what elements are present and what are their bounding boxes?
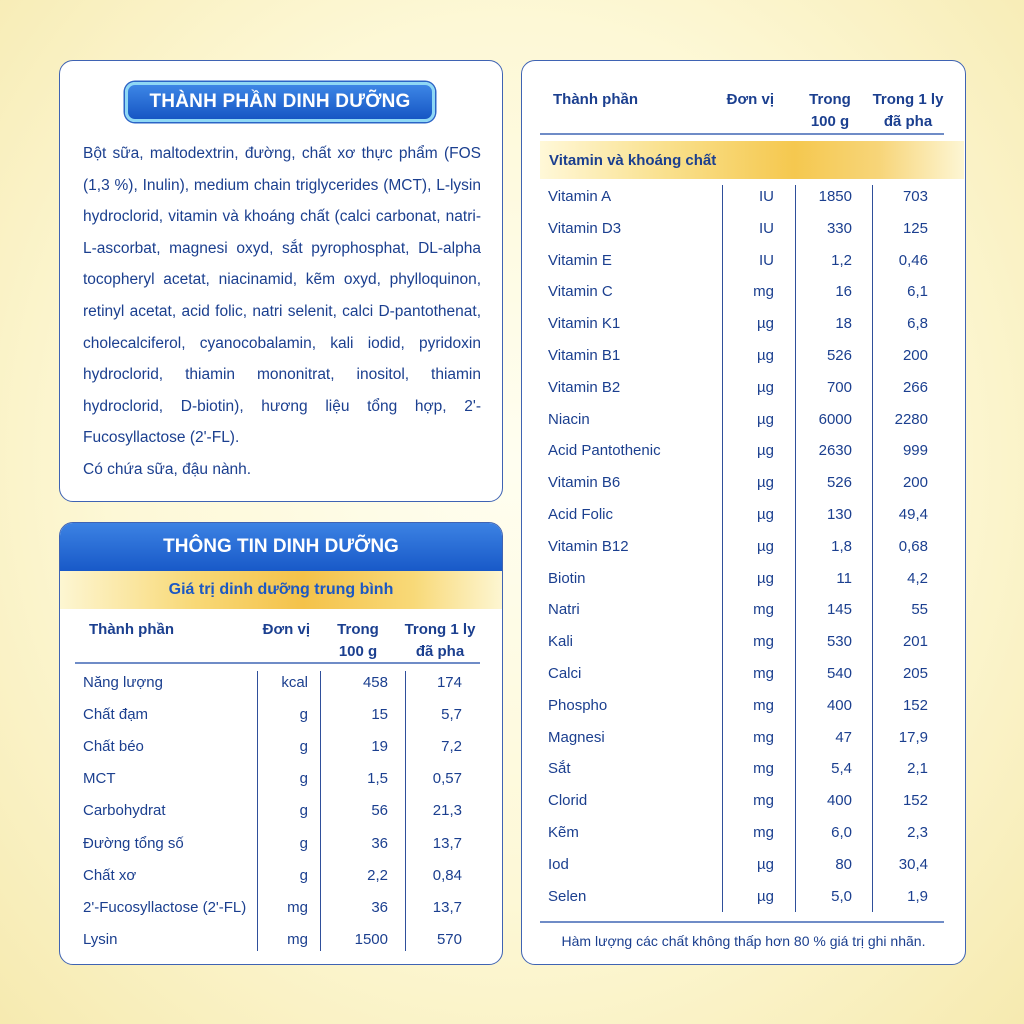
row-per100: 145 [826,601,852,619]
row-percup: 17,9 [898,728,928,746]
row-percup: 0,84 [432,866,462,884]
row-per100: 6000 [818,410,852,428]
row-percup: 13,7 [432,898,462,916]
row-per100: 80 [835,855,852,873]
row-percup: 266 [902,378,928,396]
row-per100: 16 [835,283,852,301]
col-header-name: Thành phần [89,621,174,638]
row-unit: µg [757,569,774,587]
row-per100: 6,0 [831,824,852,841]
row-per100: 36 [371,898,388,916]
row-unit: g [299,866,308,884]
row-unit: kcal [281,674,308,691]
nutrition-subtitle: Giá trị dinh dưỡng trung bình [60,571,502,609]
row-unit: mg [753,283,774,301]
nutrition-title: THÔNG TIN DINH DƯỠNG [60,523,502,571]
row-per100: 540 [826,665,852,682]
row-name: Biotin [548,569,586,587]
row-percup: 30,4 [898,855,928,873]
row-per100: 5,4 [831,760,852,778]
row-name: Vitamin K1 [548,315,621,333]
row-unit: mg [753,696,774,714]
row-percup: 5,7 [441,706,462,724]
nutrition-panel [59,522,503,965]
row-per100: 700 [826,378,852,396]
row-unit: mg [753,633,774,651]
row-name: Sắt [548,760,571,778]
row-name: Đường tổng số [83,834,184,852]
vitamins-header-divider [540,133,944,135]
row-name: Vitamin A [548,188,612,205]
row-unit: µg [757,474,774,492]
row-percup: 152 [902,696,928,714]
col-header-unit: Đơn vị [262,621,310,638]
row-name: Vitamin B1 [548,347,621,364]
row-unit: µg [757,506,774,523]
vitamins-section-title: Vitamin và khoáng chất [540,141,964,179]
row-unit: µg [757,347,774,364]
row-per100: 18 [835,315,852,333]
nutrition-header-divider [75,662,480,664]
row-per100: 1850 [818,188,852,205]
row-percup: 2,1 [907,760,928,778]
row-name: Natri [548,601,580,619]
row-percup: 200 [902,347,928,364]
row-percup: 2,3 [907,824,928,841]
col-header-percup-line2: đã pha [415,643,465,660]
row-name: Chất xơ [83,866,137,884]
row-unit: µg [757,537,774,555]
row-name: Niacin [548,410,590,428]
row-per100: 130 [826,506,852,523]
row-unit: g [299,770,308,788]
row-name: Acid Folic [548,506,614,523]
ingredients-title: THÀNH PHẦN DINH DƯỠNG [125,82,435,122]
row-unit: IU [759,219,774,237]
row-per100: 400 [826,792,852,810]
row-per100: 15 [371,706,388,724]
row-per100: 56 [371,802,388,820]
row-percup: 1,9 [907,887,928,905]
vit-col-header-per100-line1: Trong [809,91,851,108]
row-percup: 0,68 [898,537,928,555]
row-per100: 330 [826,219,852,237]
row-percup: 205 [902,665,928,682]
row-unit: IU [759,188,774,205]
row-unit: mg [753,792,774,810]
vitamins-footer-divider [540,921,944,923]
vitamins-panel [521,60,966,965]
vit-col-header-unit: Đơn vị [726,91,774,108]
row-name: Vitamin B6 [548,474,621,492]
row-unit: mg [287,930,308,948]
vit-col-header-name: Thành phần [553,91,638,108]
row-percup: 703 [902,188,928,205]
row-name: Phospho [548,696,608,714]
row-name: Vitamin D3 [548,219,622,237]
col-header-percup-line1: Trong 1 ly [404,621,476,638]
row-unit: g [299,802,308,820]
row-percup: 570 [436,930,462,948]
ingredients-body: Bột sữa, maltodextrin, đường, chất xơ thực phẩm (FOS (1,3 %), Inulin), medium chain triglycerides (MCT), L-lysin hydroclorid, vitamin và khoáng chất (calci carbonat, natri-L-ascorbat, magnesi oxyd, sắt pyrophosphat, DL-alpha tocopheryl acetat, niacinamid, kẽm oxyd, phylloquinon, retinyl acetat, acid folic, natri selenit, calci D-pantothenat, cholecalciferol, cyanocobalamin, kali iodid, pyridoxin hydroclorid, thiamin mononitrat, inositol, thiamin hydroclorid, D-biotin), hương liệu tổng hợp, 2'-Fucosyllactose (2'-FL). [83,145,481,447]
vit-col-header-per100 [800,89,860,133]
row-percup: 7,2 [441,738,462,756]
row-name: Selen [548,887,587,905]
row-name: Vitamin B12 [548,537,629,555]
row-name: Kali [548,633,574,651]
row-name: Clorid [548,792,588,810]
vitamins-footnote: Hàm lượng các chất không thấp hơn 80 % giá trị ghi nhãn. [561,933,926,949]
row-percup: 0,46 [898,251,928,269]
row-name: Vitamin C [548,283,613,301]
row-name: Iod [548,855,569,873]
row-name: Lysin [83,930,118,948]
row-percup: 2280 [894,410,928,428]
nutrition-col-divider [320,671,321,951]
col-header-percup [396,619,484,663]
row-name: Chất béo [83,738,144,756]
row-unit: µg [757,855,774,873]
row-per100: 36 [371,834,388,852]
row-percup: 0,57 [432,770,462,788]
row-unit: µg [757,887,774,905]
row-per100: 1,5 [367,770,388,788]
row-per100: 47 [835,728,852,746]
row-unit: mg [753,601,774,619]
row-per100: 1500 [354,930,388,948]
row-percup: 13,7 [432,834,462,852]
row-percup: 174 [436,674,462,691]
row-unit: µg [757,442,774,460]
row-percup: 200 [902,474,928,492]
col-header-per100-line1: Trong [337,621,379,638]
row-unit: g [299,738,308,756]
row-percup: 201 [902,633,928,651]
row-per100: 1,2 [831,251,852,269]
ingredients-panel [59,60,503,502]
row-name: Vitamin B2 [548,378,621,396]
row-per100: 526 [826,474,852,492]
row-per100: 2630 [818,442,852,460]
row-unit: g [299,706,308,724]
row-unit: µg [757,410,774,428]
row-unit: mg [753,824,774,841]
row-name: Vitamin E [548,251,612,269]
row-per100: 458 [362,674,388,691]
row-name: Chất đạm [83,706,149,724]
row-per100: 400 [826,696,852,714]
row-per100: 2,2 [367,866,388,884]
row-name: Magnesi [548,728,605,746]
row-percup: 6,8 [907,315,928,333]
row-percup: 152 [902,792,928,810]
row-per100: 526 [826,347,852,364]
row-name: Acid Pantothenic [548,442,661,460]
row-per100: 5,0 [831,887,852,905]
row-unit: mg [753,760,774,778]
row-unit: mg [753,728,774,746]
row-per100: 530 [826,633,852,651]
row-name: Calci [548,665,582,682]
allergen-note: Có chứa sữa, đậu nành. [83,460,252,478]
row-percup: 49,4 [898,506,928,523]
row-name: Kẽm [548,824,579,841]
row-percup: 999 [902,442,928,460]
row-unit: g [299,834,308,852]
row-name: Carbohydrat [83,802,166,820]
vit-col-header-per100-line2: 100 g [810,113,850,130]
vit-col-header-percup-line1: Trong 1 ly [872,91,944,108]
row-name: Năng lượng [83,674,163,691]
row-unit: µg [757,315,774,333]
row-name: 2'-Fucosyllactose (2'-FL) [83,898,247,916]
row-unit: mg [287,898,308,916]
row-name: MCT [83,770,116,788]
col-header-per100 [328,619,388,663]
col-header-per100-line2: 100 g [338,643,378,660]
row-per100: 11 [836,569,852,587]
row-percup: 125 [902,219,928,237]
vit-col-header-percup [864,89,952,133]
row-percup: 55 [911,601,928,619]
row-percup: 6,1 [907,283,928,301]
ingredients-text [83,138,481,486]
row-per100: 19 [371,738,388,756]
row-per100: 1,8 [831,537,852,555]
vit-col-header-percup-line2: đã pha [883,113,933,130]
row-percup: 21,3 [432,802,462,820]
row-percup: 4,2 [907,569,928,587]
row-unit: µg [757,378,774,396]
row-unit: mg [753,665,774,682]
row-unit: IU [759,251,774,269]
